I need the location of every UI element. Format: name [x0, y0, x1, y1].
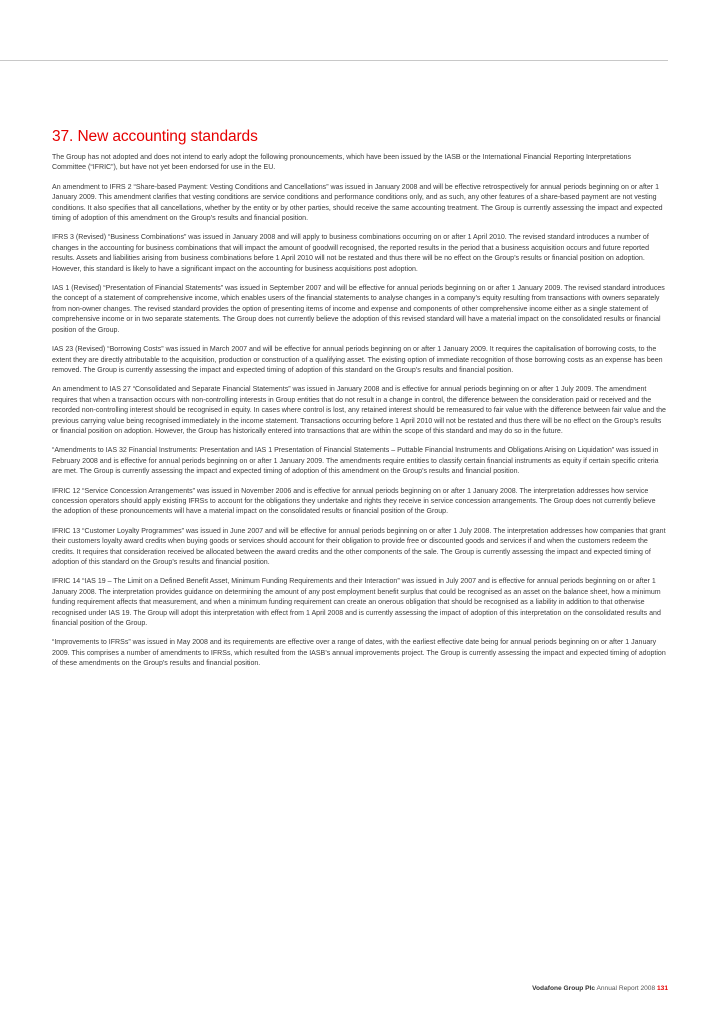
header-rule [0, 60, 668, 61]
paragraph-ifrs3: IFRS 3 (Revised) “Business Combinations” was issued in January 2008 and will apply to business combinations occurring on or after 1 April 2010. The revised standard introduces a number of changes in the accounting for business combinations that will impact the amount of goodwill recognised, the reported results in the period that a business acquisition occurs and future reported results. Assets and liabilities arising from business combinations before 1 April 2010 will not be restated and thus there will be no effect on the Group’s results or financial position on adoption. However, this standard is likely to have a significant impact on the accounting for business acquisitions post adoption. [52, 234, 649, 273]
paragraph-ias27: An amendment to IAS 27 “Consolidated and Separate Financial Statements” was issued in January 2008 and is effective for annual periods beginning on or after 1 July 2009. The amendment requires that when a transaction occurs with non-controlling interests in Group entities that do not result in a change in control, the difference between the consideration paid or received and the recorded non-controlling interest should be recognised in equity. In cases where control is lost, any retained interest should be remeasured to fair value with the difference between fair value and the previous carrying value being recognised immediately in the income statement. Transactions occurring before 1 April 2010 will not be restated and thus there will be no effect on the Group’s results or financial position on adoption. However, the Group has historically entered into transactions that are within the scope of this standard and may do so in the future. [52, 386, 666, 435]
main-content [52, 128, 667, 679]
footer-brand: Vodafone Group Plc [532, 985, 596, 992]
paragraph-ias1: IAS 1 (Revised) “Presentation of Financial Statements” was issued in September 2007 and will be effective for annual periods beginning on or after 1 January 2009. The revised standard introduces the concept of a statement of comprehensive income, which enables users of the financial statements to analyse changes in a company’s equity resulting from transactions with owners separately from non-owner changes. The revised standard provides the option of presenting items of income and expense and components of other comprehensive income either as a single statement of comprehensive income or in two separate statements. The Group does not currently believe the adoption of this revised standard will have a material impact on the consolidated results or financial position of the Group. [52, 285, 665, 334]
paragraph-improvements: “Improvements to IFRSs” was issued in May 2008 and its requirements are effective over a range of dates, with the earliest effective date being for annual periods beginning on or after 1 January 2009. This comprises a number of amendments to IFRSs, which resulted from the IASB’s annual improvements project. The Group is currently assessing the impact and expected timing of adoption of these amendments on the Group’s results and financial position. [52, 639, 666, 668]
section-heading: 37. New accounting standards [52, 128, 258, 145]
paragraph-ifric12: IFRIC 12 “Service Concession Arrangements” was issued in November 2006 and is effective for annual periods beginning on or after 1 January 2008. The interpretation addresses how service concession operators should apply existing IFRSs to account for the obligations they undertake and rights they receive in service concession arrangements. The Group does not currently believe the adoption of these pronouncements will have a material impact on the consolidated results or financial position of the Group. [52, 487, 656, 516]
paragraph-intro: The Group has not adopted and does not intend to early adopt the following pronouncements, which have been issued by the IASB or the International Financial Reporting Interpretations Committee (“IFRIC”), but have not yet been endorsed for use in the EU. [52, 154, 632, 172]
page-number: 131 [656, 985, 668, 992]
paragraph-ifric14: IFRIC 14 “IAS 19 – The Limit on a Defined Benefit Asset, Minimum Funding Requirements and their Interaction” was issued in July 2007 and is effective for annual periods beginning on or after 1 January 2008. The interpretation provides guidance on determining the amount of any post employment benefit surplus that could be recognised as an asset on the balance sheet, how a minimum funding requirement affects that measurement, and when a minimum funding requirement can create an onerous obligation that should be recognised as a liability in addition to that otherwise recognised under IAS 19. The Group will adopt this interpretation with effect from 1 April 2008 and is currently assessing the impact of adoption of this interpretation on the consolidated results and financial position of the Group. [52, 578, 661, 628]
paragraph-ias32: “Amendments to IAS 32 Financial Instruments: Presentation and IAS 1 Presentation of Financial Statements – Puttable Financial Instruments and Obligations Arising on Liquidation” was issued in February 2008 and is effective for annual periods beginning on or after 1 January 2009. The amendments require entities to classify certain financial instruments as equity if certain specific criteria are met. The Group is currently assessing the impact and expected timing of adoption of this amendment on the Group’s results and financial position. [52, 447, 659, 476]
page-footer [532, 985, 668, 992]
paragraph-ifric13: IFRIC 13 “Customer Loyalty Programmes” was issued in June 2007 and will be effective for annual periods beginning on or after 1 July 2008. The interpretation addresses how companies that grant their customers loyalty award credits when buying goods or services should account for their obligation to provide free or discounted goods and services if and when the customers redeem the credits. It requires that consideration received be allocated between the award credits and the other components of the sale. The Group is currently assessing the impact and expected timing of adoption of this standard on the Group’s results and financial position. [52, 527, 666, 566]
paragraph-ifrs2: An amendment to IFRS 2 “Share-based Payment: Vesting Conditions and Cancellations” was issued in January 2008 and will be effective retrospectively for annual periods beginning on or after 1 January 2009. This amendment clarifies that vesting conditions are service conditions and performance conditions only, and as such, any other features of a share-based payment are not vesting conditions. It also specifies that all cancellations, whether by the entity or by other parties, should receive the same accounting treatment. The Group is currently assessing the impact and expected timing of adoption of this amendment on the Group’s results and financial position. [52, 183, 663, 223]
footer-report: Annual Report 2008 [596, 985, 656, 992]
paragraph-ias23: IAS 23 (Revised) “Borrowing Costs” was issued in March 2007 and will be effective for annual periods beginning on or after 1 January 2009. It requires the capitalisation of borrowing costs, to the extent they are directly attributable to the acquisition, production or construction of a qualifying asset. The existing option of immediate recognition of those borrowing costs as an expense has been removed. The Group is currently assessing the impact and expected timing of adoption of this standard on the Group’s results and financial position. [52, 346, 663, 374]
